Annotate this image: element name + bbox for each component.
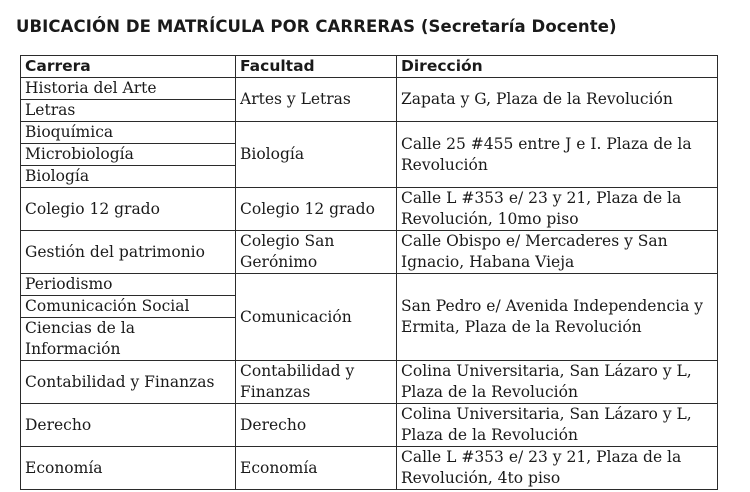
enrollment-location-table — [20, 55, 718, 490]
facultad-cell: Contabilidad y Finanzas — [236, 361, 397, 404]
header-carrera: Carrera — [21, 56, 236, 78]
carrera-cell: Contabilidad y Finanzas — [21, 361, 236, 404]
direccion-cell: Calle L #353 e/ 23 y 21, Plaza de la Revolución, 10mo piso — [397, 188, 718, 231]
table-row — [21, 274, 718, 296]
facultad-cell: Colegio 12 grado — [236, 188, 397, 231]
carrera-cell: Gestión del patrimonio — [21, 231, 236, 274]
facultad-cell: Economía — [236, 447, 397, 490]
document-title: UBICACIÓN DE MATRÍCULA POR CARRERAS (Secretaría Docente) — [16, 17, 617, 36]
header-facultad: Facultad — [236, 56, 397, 78]
carrera-cell: Historia del Arte — [21, 78, 236, 100]
facultad-cell: Comunicación — [236, 274, 397, 361]
carrera-cell: Periodismo — [21, 274, 236, 296]
direccion-cell: Zapata y G, Plaza de la Revolución — [397, 78, 718, 122]
table-row — [21, 122, 718, 144]
table-row — [21, 404, 718, 447]
carrera-cell: Biología — [21, 166, 236, 188]
table-row — [21, 361, 718, 404]
direccion-cell: Calle 25 #455 entre J e I. Plaza de la Revolución — [397, 122, 718, 188]
carrera-cell: Letras — [21, 100, 236, 122]
table-row — [21, 78, 718, 100]
carrera-cell: Derecho — [21, 404, 236, 447]
direccion-cell: Colina Universitaria, San Lázaro y L, Plaza de la Revolución — [397, 404, 718, 447]
facultad-cell: Colegio San Gerónimo — [236, 231, 397, 274]
direccion-cell: Colina Universitaria, San Lázaro y L, Plaza de la Revolución — [397, 361, 718, 404]
direccion-cell: Calle Obispo e/ Mercaderes y San Ignacio, Habana Vieja — [397, 231, 718, 274]
carrera-cell: Microbiología — [21, 144, 236, 166]
carrera-cell: Colegio 12 grado — [21, 188, 236, 231]
header-direccion: Dirección — [397, 56, 718, 78]
facultad-cell: Artes y Letras — [236, 78, 397, 122]
carrera-cell: Comunicación Social — [21, 296, 236, 318]
carrera-cell: Bioquímica — [21, 122, 236, 144]
table-header-row — [21, 56, 718, 78]
carrera-cell: Economía — [21, 447, 236, 490]
facultad-cell: Derecho — [236, 404, 397, 447]
direccion-cell: San Pedro e/ Avenida Independencia y Ermita, Plaza de la Revolución — [397, 274, 718, 361]
carrera-cell: Ciencias de la Información — [21, 318, 236, 361]
table-row — [21, 447, 718, 490]
facultad-cell: Biología — [236, 122, 397, 188]
table-row — [21, 188, 718, 231]
table-row — [21, 231, 718, 274]
direccion-cell: Calle L #353 e/ 23 y 21, Plaza de la Revolución, 4to piso — [397, 447, 718, 490]
